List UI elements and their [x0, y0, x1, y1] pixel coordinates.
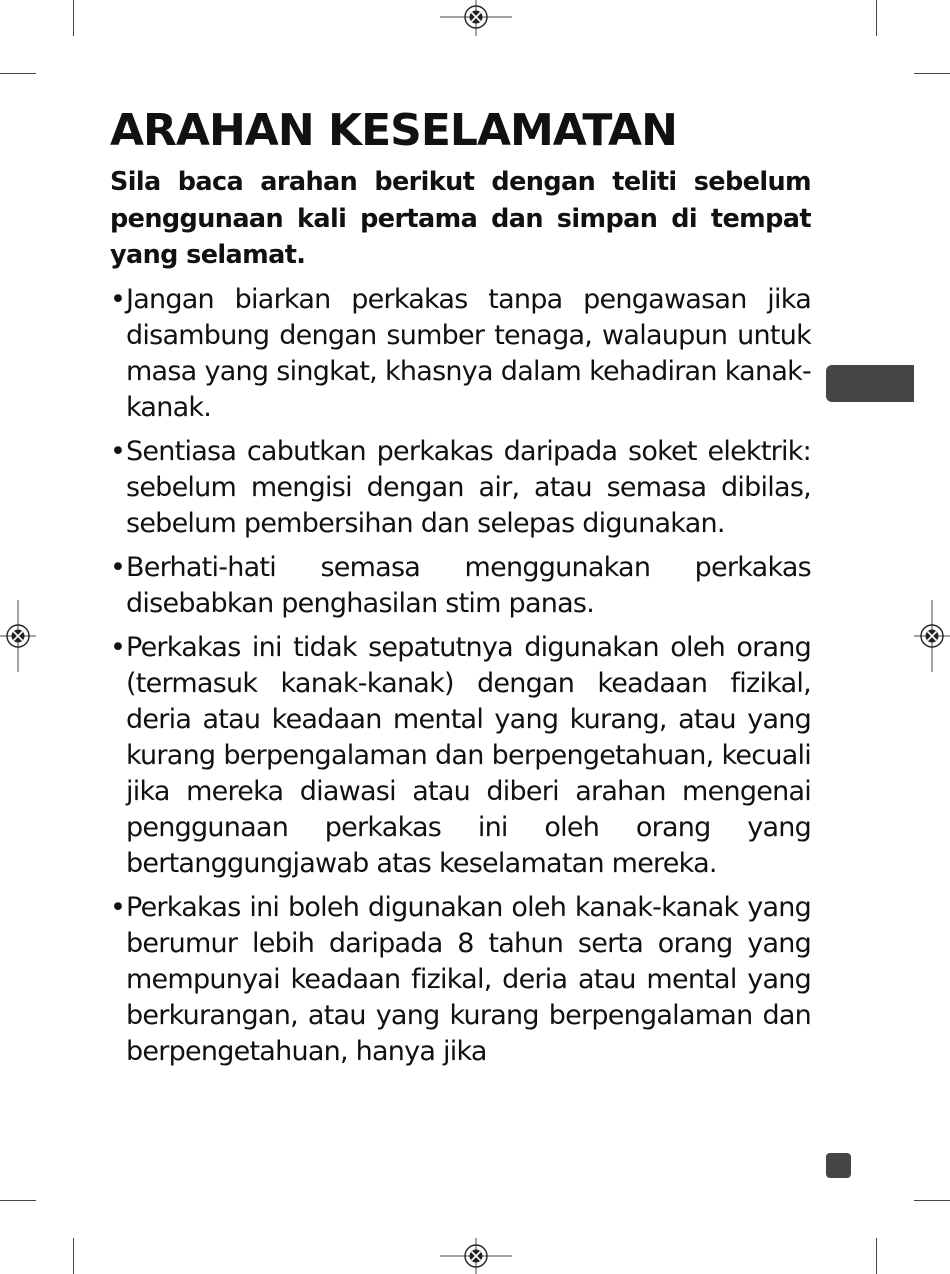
crop-mark-top-right-vertical: [876, 0, 877, 36]
crop-mark-top-left-vertical: [73, 0, 74, 36]
list-item-text: Perkakas ini tidak sepatutnya digunakan oleh orang (termasuk kanak-kanak) dengan keadaan fizikal, deria atau keadaan mental yang kurang, atau yang kurang berpengalaman dan berpengetahuan, kecuali jika mereka diawasi atau diberi arahan mengenai penggunaan perkakas ini oleh orang yang bertanggungjawab atas keselamatan mereka.: [126, 631, 811, 879]
crop-mark-bottom-right-vertical: [876, 1238, 877, 1274]
bullet-icon: •: [110, 551, 126, 583]
crop-mark-top-right-horizontal: [914, 73, 950, 74]
list-item: [110, 630, 811, 882]
crop-mark-bottom-right-horizontal: [914, 1200, 950, 1201]
list-item: [110, 550, 811, 622]
crop-mark-bottom-left-vertical: [73, 1238, 74, 1274]
registration-mark-icon: [440, 1238, 512, 1274]
crop-mark-bottom-left-horizontal: [0, 1200, 36, 1201]
list-item: [110, 434, 811, 542]
list-item-text: Berhati-hati semasa menggunakan perkakas disebabkan penghasilan stim panas.: [126, 551, 811, 619]
registration-mark-icon: [440, 0, 512, 36]
registration-mark-icon: [0, 600, 36, 672]
bullet-icon: •: [110, 891, 126, 923]
bullet-icon: •: [110, 283, 126, 315]
list-item-text: Perkakas ini boleh digunakan oleh kanak-kanak yang berumur lebih daripada 8 tahun serta orang yang mempunyai keadaan fizikal, deria atau mental yang berkurangan, atau yang kurang berpengalaman dan berpengetahuan, hanya jika: [126, 891, 811, 1067]
language-tab: [826, 365, 914, 402]
intro-paragraph: Sila baca arahan berikut dengan teliti sebelum penggunaan kali pertama dan simpan di tempat yang selamat.: [110, 167, 811, 270]
document-body: [110, 104, 811, 1078]
bullet-icon: •: [110, 435, 126, 467]
list-item: [110, 890, 811, 1070]
list-item-text: Sentiasa cabutkan perkakas daripada soket elektrik: sebelum mengisi dengan air, atau semasa dibilas, sebelum pembersihan dan selepas digunakan.: [126, 435, 811, 539]
bullet-icon: •: [110, 631, 126, 663]
page-marker: [826, 1153, 851, 1178]
registration-mark-icon: [914, 600, 950, 672]
list-item: [110, 282, 811, 426]
list-item-text: Jangan biarkan perkakas tanpa pengawasan jika disambung dengan sumber tenaga, walaupun untuk masa yang singkat, khasnya dalam kehadiran kanak-kanak.: [126, 283, 811, 423]
crop-mark-top-left-horizontal: [0, 73, 36, 74]
page-title: ARAHAN KESELAMATAN: [110, 105, 677, 156]
safety-instructions-list: [110, 282, 811, 1070]
